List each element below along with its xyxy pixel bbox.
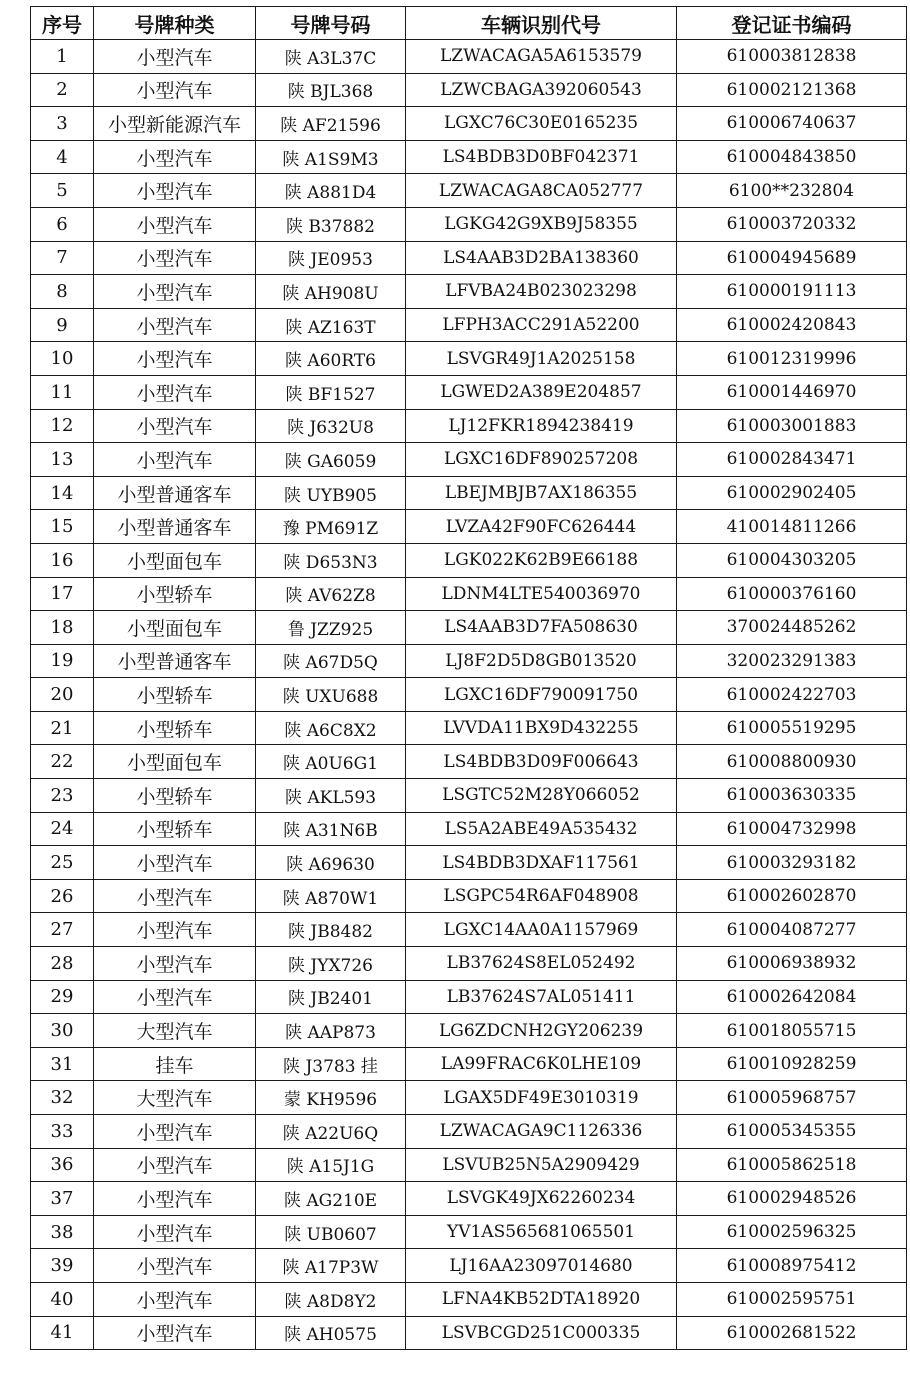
- table-row: [31, 308, 907, 342]
- cell-plate-type: 小型汽车: [94, 174, 256, 208]
- table-row: [31, 174, 907, 208]
- table-row: [31, 1282, 907, 1316]
- table-row: [31, 1249, 907, 1283]
- cell-certificate-number: 610002642084: [677, 980, 907, 1014]
- cell-seq: 20: [31, 678, 94, 712]
- table-row: [31, 577, 907, 611]
- cell-certificate-number: 610018055715: [677, 1014, 907, 1048]
- table-row: [31, 1182, 907, 1216]
- cell-vin: LGK022K62B9E66188: [406, 543, 677, 577]
- cell-seq: 39: [31, 1249, 94, 1283]
- cell-plate-number: 陕 A17P3W: [256, 1249, 406, 1283]
- table-row: [31, 409, 907, 443]
- table-row: [31, 1081, 907, 1115]
- table-row: [31, 543, 907, 577]
- cell-plate-type: 小型普通客车: [94, 476, 256, 510]
- cell-seq: 29: [31, 980, 94, 1014]
- cell-plate-number: 陕 A1S9M3: [256, 140, 406, 174]
- table-row: [31, 947, 907, 981]
- cell-seq: 4: [31, 140, 94, 174]
- cell-seq: 33: [31, 1115, 94, 1149]
- cell-certificate-number: 610001446970: [677, 375, 907, 409]
- cell-certificate-number: 610010928259: [677, 1047, 907, 1081]
- cell-plate-type: 小型汽车: [94, 947, 256, 981]
- cell-vin: LSVUB25N5A2909429: [406, 1148, 677, 1182]
- cell-vin: LJ12FKR1894238419: [406, 409, 677, 443]
- cell-seq: 41: [31, 1316, 94, 1350]
- cell-plate-number: 陕 A67D5Q: [256, 644, 406, 678]
- cell-plate-type: 小型面包车: [94, 543, 256, 577]
- cell-plate-type: 小型汽车: [94, 342, 256, 376]
- table-row: [31, 73, 907, 107]
- table-row: [31, 644, 907, 678]
- cell-plate-type: 小型汽车: [94, 241, 256, 275]
- cell-plate-type: 小型普通客车: [94, 644, 256, 678]
- cell-plate-type: 小型汽车: [94, 207, 256, 241]
- cell-vin: LS4BDB3D0BF042371: [406, 140, 677, 174]
- cell-plate-type: 小型汽车: [94, 40, 256, 74]
- cell-plate-type: 大型汽车: [94, 1081, 256, 1115]
- cell-plate-type: 小型轿车: [94, 577, 256, 611]
- header-plate-number: 号牌号码: [256, 7, 406, 40]
- table-row: [31, 846, 907, 880]
- header-certificate-number: 登记证书编码: [677, 7, 907, 40]
- cell-plate-number: 陕 A870W1: [256, 879, 406, 913]
- cell-seq: 16: [31, 543, 94, 577]
- cell-certificate-number: 610003720332: [677, 207, 907, 241]
- cell-certificate-number: 320023291383: [677, 644, 907, 678]
- cell-plate-type: 小型汽车: [94, 275, 256, 309]
- cell-vin: LJ8F2D5D8GB013520: [406, 644, 677, 678]
- cell-certificate-number: 610004843850: [677, 140, 907, 174]
- table-row: [31, 1115, 907, 1149]
- cell-plate-type: 小型轿车: [94, 711, 256, 745]
- cell-certificate-number: 610003001883: [677, 409, 907, 443]
- cell-vin: LS4BDB3D09F006643: [406, 745, 677, 779]
- cell-seq: 36: [31, 1148, 94, 1182]
- cell-seq: 17: [31, 577, 94, 611]
- cell-certificate-number: 610005519295: [677, 711, 907, 745]
- table-row: [31, 107, 907, 141]
- cell-vin: LS4BDB3DXAF117561: [406, 846, 677, 880]
- cell-vin: LZWACAGA9C1126336: [406, 1115, 677, 1149]
- cell-plate-type: 小型汽车: [94, 1215, 256, 1249]
- cell-plate-number: 陕 AKL593: [256, 779, 406, 813]
- cell-plate-type: 小型汽车: [94, 1148, 256, 1182]
- cell-certificate-number: 610005968757: [677, 1081, 907, 1115]
- cell-plate-number: 陕 UYB905: [256, 476, 406, 510]
- cell-certificate-number: 6100**232804: [677, 174, 907, 208]
- cell-certificate-number: 610004732998: [677, 812, 907, 846]
- header-row: [31, 7, 907, 40]
- table-row: [31, 443, 907, 477]
- table-row: [31, 1014, 907, 1048]
- cell-plate-number: 陕 AG210E: [256, 1182, 406, 1216]
- cell-certificate-number: 610004087277: [677, 913, 907, 947]
- cell-vin: LS4AAB3D2BA138360: [406, 241, 677, 275]
- cell-plate-number: 豫 PM691Z: [256, 510, 406, 544]
- cell-vin: LVVDA11BX9D432255: [406, 711, 677, 745]
- cell-seq: 27: [31, 913, 94, 947]
- cell-seq: 30: [31, 1014, 94, 1048]
- cell-plate-type: 小型面包车: [94, 745, 256, 779]
- cell-plate-type: 小型新能源汽车: [94, 107, 256, 141]
- cell-plate-number: 陕 A3L37C: [256, 40, 406, 74]
- cell-certificate-number: 610002422703: [677, 678, 907, 712]
- cell-plate-type: 小型汽车: [94, 308, 256, 342]
- cell-seq: 13: [31, 443, 94, 477]
- table-row: [31, 40, 907, 74]
- cell-vin: LZWCBAGA392060543: [406, 73, 677, 107]
- cell-plate-number: 陕 JE0953: [256, 241, 406, 275]
- table-row: [31, 1148, 907, 1182]
- cell-plate-number: 陕 JB8482: [256, 913, 406, 947]
- cell-vin: LGXC76C30E0165235: [406, 107, 677, 141]
- cell-vin: LGWED2A389E204857: [406, 375, 677, 409]
- cell-certificate-number: 610006740637: [677, 107, 907, 141]
- table-row: [31, 241, 907, 275]
- cell-vin: LSGPC54R6AF048908: [406, 879, 677, 913]
- cell-plate-number: 陕 JYX726: [256, 947, 406, 981]
- table-row: [31, 678, 907, 712]
- cell-vin: LSVGR49J1A2025158: [406, 342, 677, 376]
- cell-plate-number: 陕 AV62Z8: [256, 577, 406, 611]
- cell-certificate-number: 370024485262: [677, 611, 907, 645]
- cell-vin: LGXC14AA0A1157969: [406, 913, 677, 947]
- cell-seq: 5: [31, 174, 94, 208]
- header-plate-type: 号牌种类: [94, 7, 256, 40]
- cell-seq: 32: [31, 1081, 94, 1115]
- cell-vin: LJ16AA23097014680: [406, 1249, 677, 1283]
- table-row: [31, 745, 907, 779]
- cell-plate-type: 小型轿车: [94, 812, 256, 846]
- cell-certificate-number: 610004303205: [677, 543, 907, 577]
- cell-plate-number: 陕 A22U6Q: [256, 1115, 406, 1149]
- table-row: [31, 1047, 907, 1081]
- table-row: [31, 711, 907, 745]
- cell-seq: 40: [31, 1282, 94, 1316]
- cell-plate-number: 陕 A15J1G: [256, 1148, 406, 1182]
- cell-seq: 7: [31, 241, 94, 275]
- cell-vin: LSVGK49JX62260234: [406, 1182, 677, 1216]
- cell-seq: 25: [31, 846, 94, 880]
- cell-vin: LS4AAB3D7FA508630: [406, 611, 677, 645]
- cell-vin: LFVBA24B023023298: [406, 275, 677, 309]
- cell-seq: 21: [31, 711, 94, 745]
- cell-vin: LG6ZDCNH2GY206239: [406, 1014, 677, 1048]
- cell-vin: LS5A2ABE49A535432: [406, 812, 677, 846]
- cell-certificate-number: 610002596325: [677, 1215, 907, 1249]
- cell-plate-number: 陕 A69630: [256, 846, 406, 880]
- cell-certificate-number: 610006938932: [677, 947, 907, 981]
- cell-vin: LGXC16DF790091750: [406, 678, 677, 712]
- cell-certificate-number: 610002420843: [677, 308, 907, 342]
- cell-plate-number: 陕 A60RT6: [256, 342, 406, 376]
- cell-seq: 12: [31, 409, 94, 443]
- cell-plate-type: 小型汽车: [94, 140, 256, 174]
- cell-plate-number: 陕 A881D4: [256, 174, 406, 208]
- vehicle-registry-table: [30, 6, 907, 1350]
- cell-plate-type: 小型汽车: [94, 913, 256, 947]
- table-row: [31, 375, 907, 409]
- cell-plate-number: 陕 J3783 挂: [256, 1047, 406, 1081]
- cell-certificate-number: 610005862518: [677, 1148, 907, 1182]
- cell-certificate-number: 610003630335: [677, 779, 907, 813]
- cell-plate-type: 小型面包车: [94, 611, 256, 645]
- cell-seq: 28: [31, 947, 94, 981]
- table-body: [31, 40, 907, 1350]
- cell-vin: LB37624S7AL051411: [406, 980, 677, 1014]
- cell-seq: 23: [31, 779, 94, 813]
- cell-seq: 26: [31, 879, 94, 913]
- cell-seq: 10: [31, 342, 94, 376]
- cell-vin: LSVBCGD251C000335: [406, 1316, 677, 1350]
- cell-certificate-number: 610002843471: [677, 443, 907, 477]
- cell-seq: 8: [31, 275, 94, 309]
- cell-certificate-number: 610008800930: [677, 745, 907, 779]
- cell-plate-type: 挂车: [94, 1047, 256, 1081]
- cell-seq: 14: [31, 476, 94, 510]
- table-row: [31, 476, 907, 510]
- cell-plate-type: 小型汽车: [94, 1282, 256, 1316]
- cell-certificate-number: 610004945689: [677, 241, 907, 275]
- cell-plate-number: 陕 BJL368: [256, 73, 406, 107]
- cell-plate-type: 小型汽车: [94, 375, 256, 409]
- table-row: [31, 980, 907, 1014]
- cell-plate-number: 陕 UXU688: [256, 678, 406, 712]
- cell-plate-number: 陕 A31N6B: [256, 812, 406, 846]
- cell-seq: 2: [31, 73, 94, 107]
- cell-plate-number: 陕 AZ163T: [256, 308, 406, 342]
- cell-vin: LA99FRAC6K0LHE109: [406, 1047, 677, 1081]
- cell-seq: 6: [31, 207, 94, 241]
- cell-seq: 9: [31, 308, 94, 342]
- cell-plate-type: 小型汽车: [94, 409, 256, 443]
- cell-seq: 37: [31, 1182, 94, 1216]
- cell-vin: LFPH3ACC291A52200: [406, 308, 677, 342]
- cell-plate-number: 陕 AH908U: [256, 275, 406, 309]
- cell-plate-type: 小型普通客车: [94, 510, 256, 544]
- table-row: [31, 879, 907, 913]
- cell-plate-type: 小型汽车: [94, 1115, 256, 1149]
- cell-plate-type: 小型汽车: [94, 879, 256, 913]
- table-row: [31, 812, 907, 846]
- cell-plate-number: 陕 A8D8Y2: [256, 1282, 406, 1316]
- table-row: [31, 1316, 907, 1350]
- cell-certificate-number: 610002595751: [677, 1282, 907, 1316]
- cell-plate-number: 陕 AAP873: [256, 1014, 406, 1048]
- header-vin: 车辆识别代号: [406, 7, 677, 40]
- cell-certificate-number: 610002121368: [677, 73, 907, 107]
- cell-plate-number: 蒙 KH9596: [256, 1081, 406, 1115]
- cell-plate-number: 陕 J632U8: [256, 409, 406, 443]
- cell-plate-number: 陕 GA6059: [256, 443, 406, 477]
- cell-vin: LFNA4KB52DTA18920: [406, 1282, 677, 1316]
- table-row: [31, 207, 907, 241]
- cell-vin: LBEJMBJB7AX186355: [406, 476, 677, 510]
- cell-plate-number: 陕 UB0607: [256, 1215, 406, 1249]
- cell-certificate-number: 610003293182: [677, 846, 907, 880]
- cell-plate-type: 小型轿车: [94, 678, 256, 712]
- cell-certificate-number: 610002681522: [677, 1316, 907, 1350]
- header-seq: 序号: [31, 7, 94, 40]
- table-row: [31, 510, 907, 544]
- cell-plate-type: 小型汽车: [94, 73, 256, 107]
- cell-plate-number: 陕 BF1527: [256, 375, 406, 409]
- table-header: [31, 7, 907, 40]
- cell-vin: YV1AS565681065501: [406, 1215, 677, 1249]
- cell-plate-type: 小型汽车: [94, 1316, 256, 1350]
- cell-plate-type: 小型汽车: [94, 1249, 256, 1283]
- cell-seq: 19: [31, 644, 94, 678]
- cell-vin: LB37624S8EL052492: [406, 947, 677, 981]
- cell-certificate-number: 610012319996: [677, 342, 907, 376]
- cell-vin: LSGTC52M28Y066052: [406, 779, 677, 813]
- cell-certificate-number: 610008975412: [677, 1249, 907, 1283]
- cell-seq: 38: [31, 1215, 94, 1249]
- cell-seq: 31: [31, 1047, 94, 1081]
- cell-vin: LZWACAGA5A6153579: [406, 40, 677, 74]
- table-row: [31, 140, 907, 174]
- cell-seq: 3: [31, 107, 94, 141]
- table-row: [31, 611, 907, 645]
- cell-plate-number: 陕 A6C8X2: [256, 711, 406, 745]
- cell-plate-number: 陕 AF21596: [256, 107, 406, 141]
- cell-vin: LGAX5DF49E3010319: [406, 1081, 677, 1115]
- cell-certificate-number: 610000191113: [677, 275, 907, 309]
- cell-vin: LGXC16DF890257208: [406, 443, 677, 477]
- cell-plate-type: 小型汽车: [94, 846, 256, 880]
- cell-plate-type: 小型汽车: [94, 443, 256, 477]
- cell-plate-type: 小型汽车: [94, 1182, 256, 1216]
- cell-plate-number: 陕 D653N3: [256, 543, 406, 577]
- cell-seq: 11: [31, 375, 94, 409]
- cell-plate-number: 鲁 JZZ925: [256, 611, 406, 645]
- cell-seq: 1: [31, 40, 94, 74]
- cell-seq: 22: [31, 745, 94, 779]
- cell-vin: LVZA42F90FC626444: [406, 510, 677, 544]
- cell-vin: LDNM4LTE540036970: [406, 577, 677, 611]
- cell-certificate-number: 410014811266: [677, 510, 907, 544]
- table-row: [31, 1215, 907, 1249]
- cell-plate-type: 小型汽车: [94, 980, 256, 1014]
- cell-certificate-number: 610003812838: [677, 40, 907, 74]
- cell-vin: LGKG42G9XB9J58355: [406, 207, 677, 241]
- cell-seq: 18: [31, 611, 94, 645]
- cell-plate-number: 陕 AH0575: [256, 1316, 406, 1350]
- table-row: [31, 913, 907, 947]
- cell-certificate-number: 610000376160: [677, 577, 907, 611]
- table-row: [31, 779, 907, 813]
- cell-vin: LZWACAGA8CA052777: [406, 174, 677, 208]
- cell-certificate-number: 610002948526: [677, 1182, 907, 1216]
- cell-certificate-number: 610002602870: [677, 879, 907, 913]
- cell-plate-number: 陕 B37882: [256, 207, 406, 241]
- cell-plate-type: 大型汽车: [94, 1014, 256, 1048]
- cell-plate-type: 小型轿车: [94, 779, 256, 813]
- table-row: [31, 275, 907, 309]
- cell-plate-number: 陕 A0U6G1: [256, 745, 406, 779]
- cell-seq: 24: [31, 812, 94, 846]
- cell-plate-number: 陕 JB2401: [256, 980, 406, 1014]
- table-row: [31, 342, 907, 376]
- cell-certificate-number: 610002902405: [677, 476, 907, 510]
- cell-certificate-number: 610005345355: [677, 1115, 907, 1149]
- cell-seq: 15: [31, 510, 94, 544]
